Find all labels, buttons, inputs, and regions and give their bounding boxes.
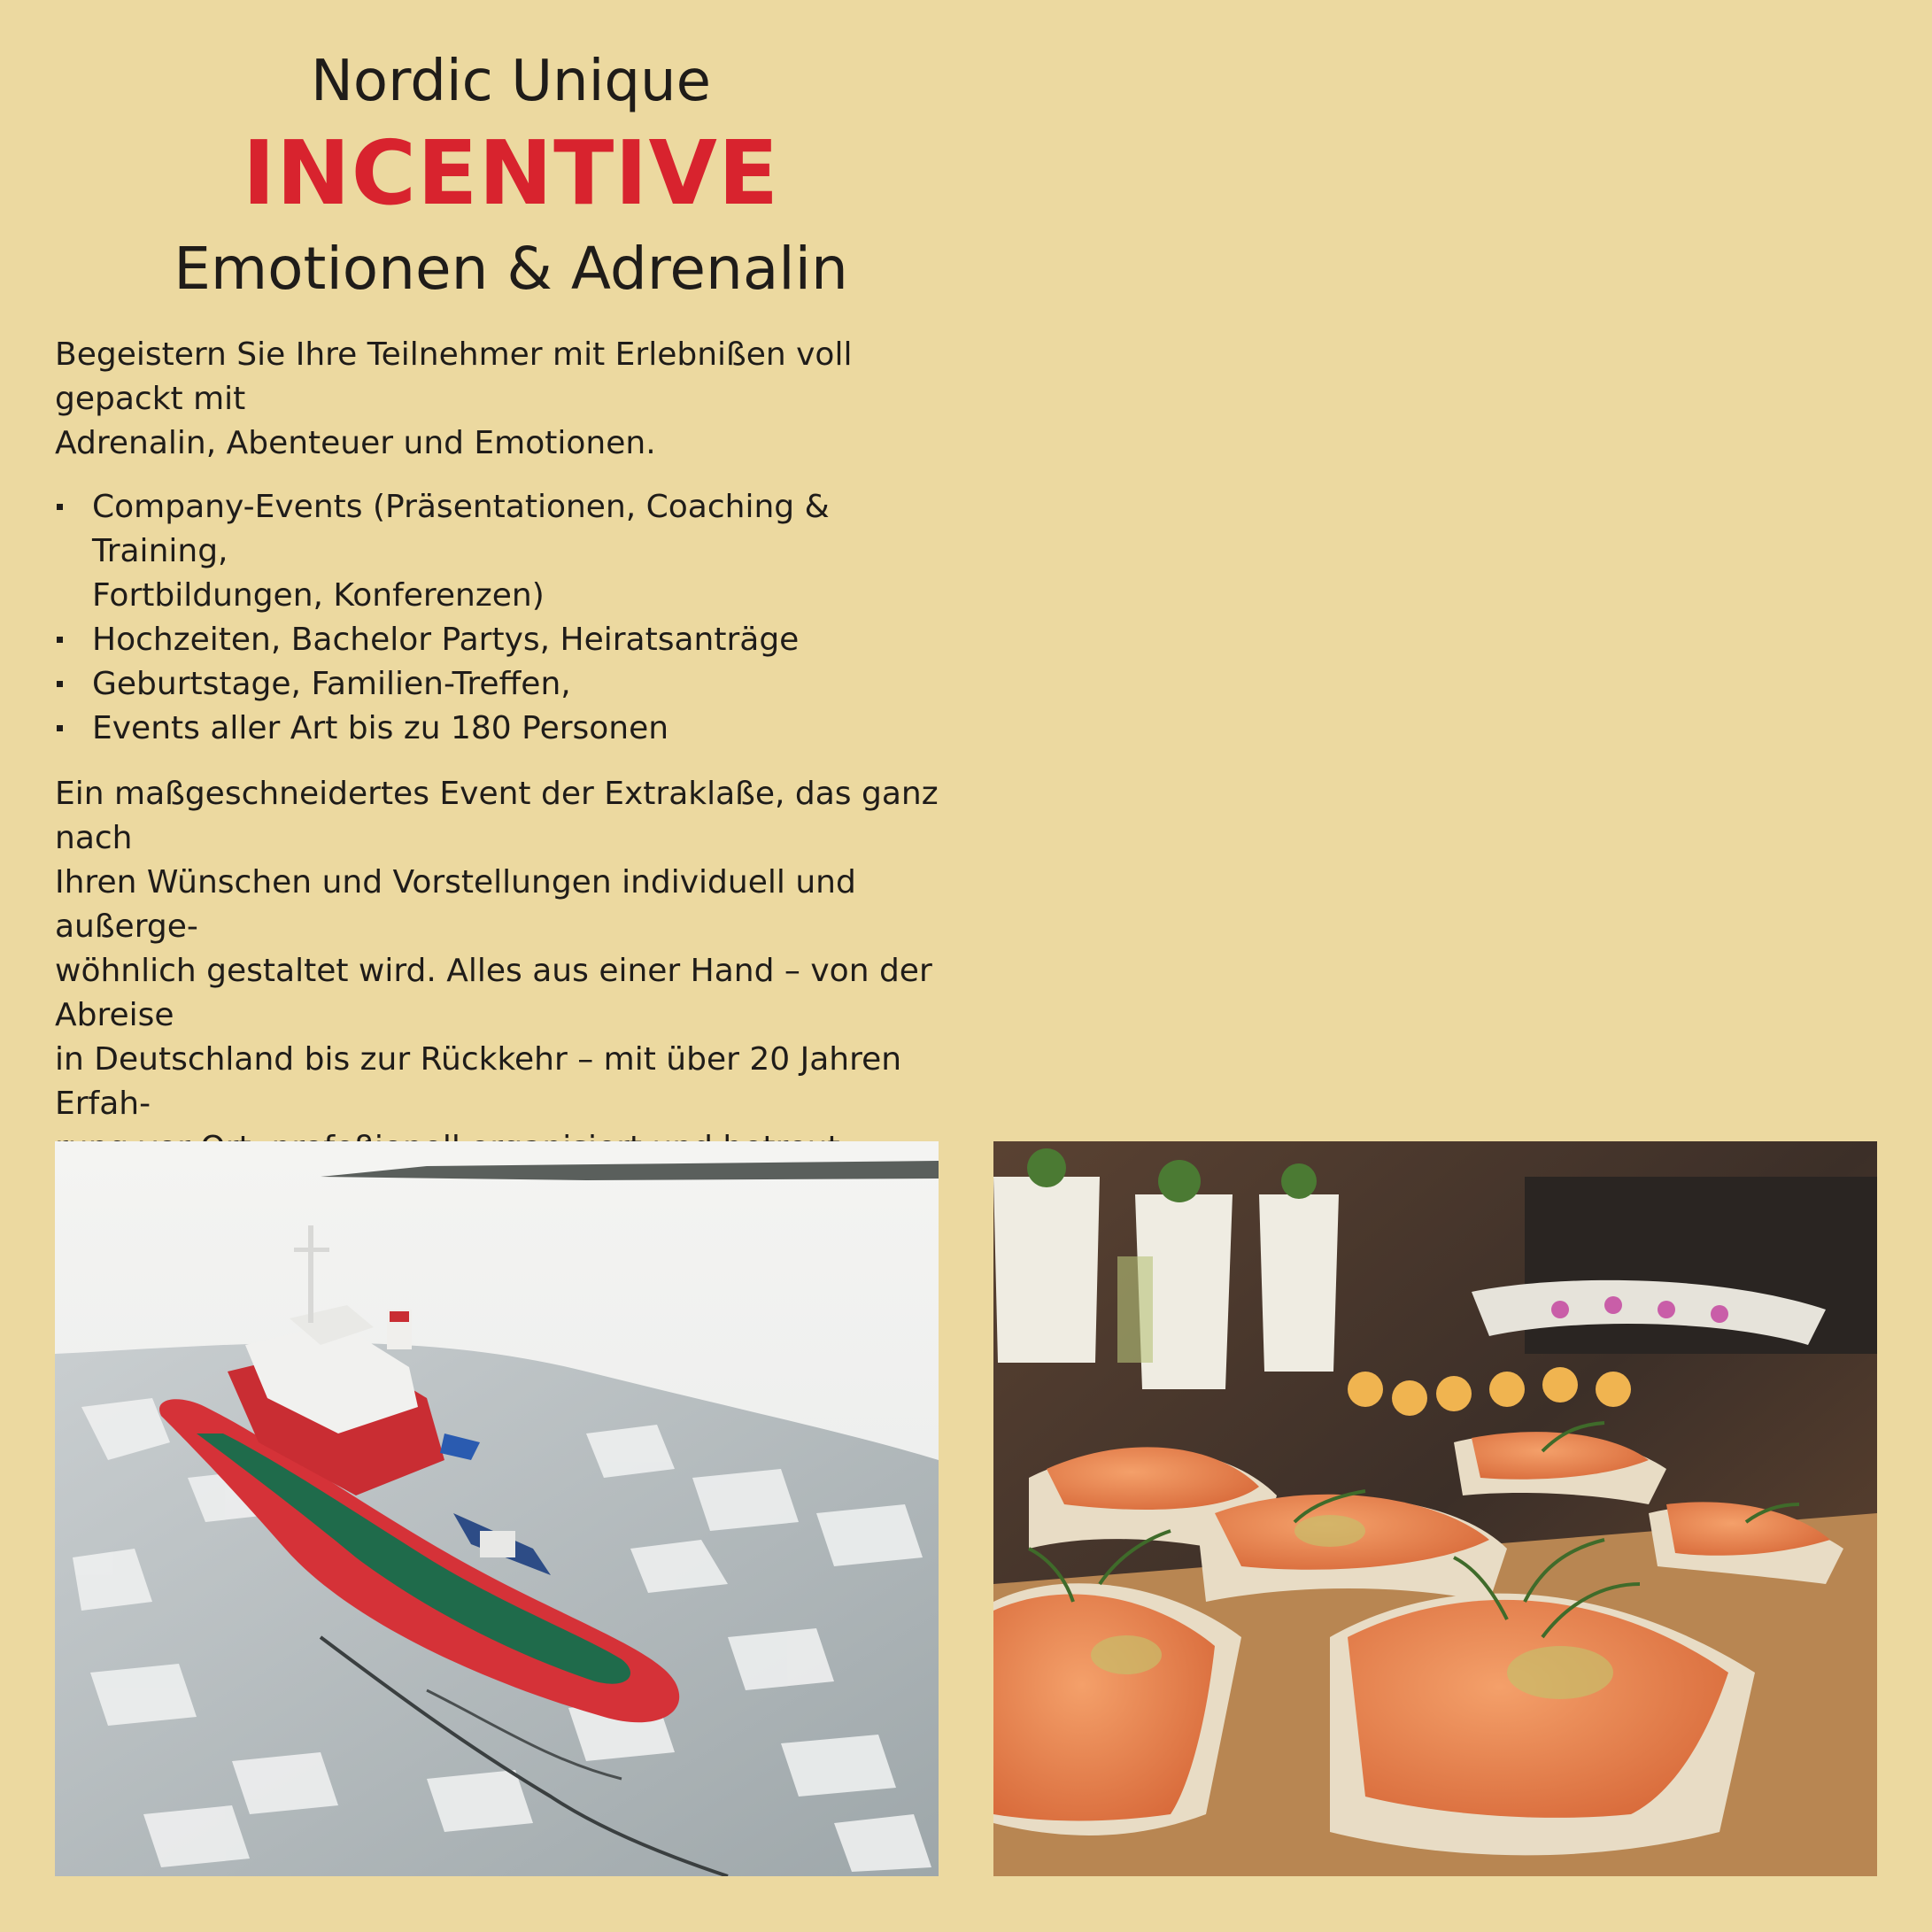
salmon-canape-photo [993, 1141, 1877, 1876]
list-item [55, 707, 967, 751]
text-column [55, 46, 967, 1236]
list-item-text: Hochzeiten, Bachelor Partys, Heiratsanträge [92, 622, 800, 658]
headline: INCENTIVE [242, 121, 780, 225]
bullet-square-icon [57, 681, 63, 687]
bullet-square-icon [57, 637, 63, 643]
intro-line: Adrenalin, Abenteuer und Emotionen. [55, 425, 656, 461]
list-item [55, 662, 967, 707]
description-line: wöhnlich gestaltet wird. Alles aus einer Hand – von der Abreise [55, 953, 932, 1033]
list-item-text: Company-Events (Präsentationen, Coaching & Training, [92, 489, 830, 569]
description-line: Ihren Wünschen und Vorstellungen individuell und außerge- [55, 864, 856, 945]
icebreaker-ship-photo [55, 1141, 939, 1876]
list-item-text: Fortbildungen, Konferenzen) [92, 577, 545, 614]
subheadline: Emotionen & Adrenalin [174, 235, 848, 303]
intro-paragraph [55, 333, 967, 466]
list-item [55, 618, 967, 662]
bullet-square-icon [57, 725, 63, 731]
list-item-text: Events aller Art bis zu 180 Personen [92, 710, 669, 746]
brand-title: Nordic Unique [311, 49, 711, 114]
description-line: Ein maßgeschneidertes Event der Extraklaße, das ganz nach [55, 776, 939, 856]
list-item [55, 485, 967, 618]
intro-line: Begeistern Sie Ihre Teilnehmer mit Erlebnißen voll gepackt mit [55, 336, 853, 417]
list-item-text: Geburtstage, Familien-Treffen, [92, 666, 571, 702]
description-paragraph [55, 772, 967, 1171]
event-type-list [55, 485, 967, 751]
description-line: in Deutschland bis zur Rückkehr – mit über 20 Jahren Erfah- [55, 1041, 902, 1122]
bullet-square-icon [57, 504, 63, 510]
